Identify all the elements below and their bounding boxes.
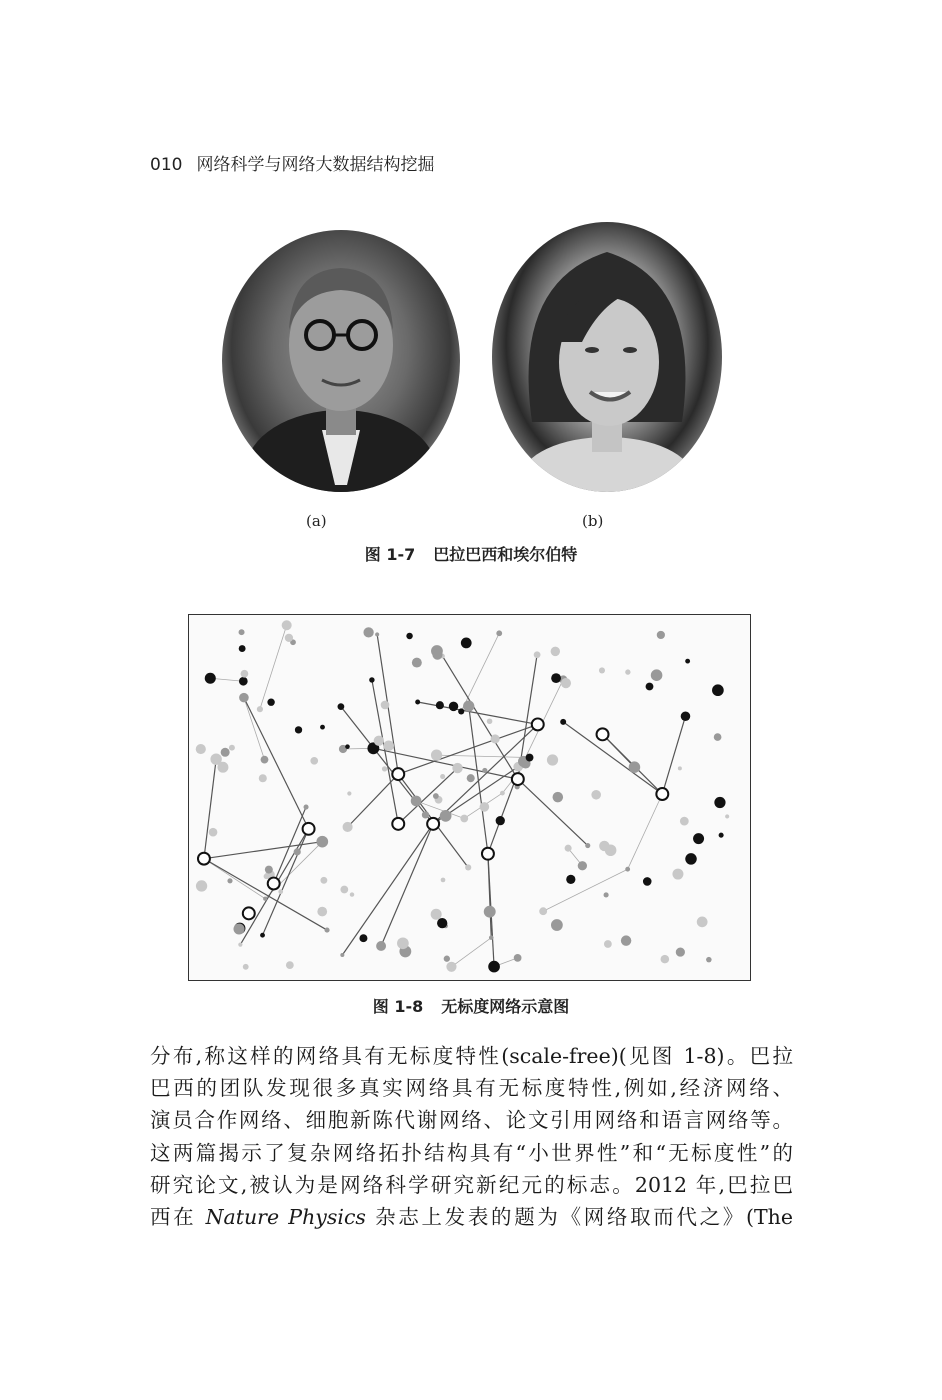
network-node <box>431 909 442 920</box>
network-node <box>585 843 590 848</box>
network-node <box>482 768 487 773</box>
network-node <box>566 875 575 884</box>
page-number: 010 <box>150 155 183 175</box>
network-node <box>597 728 609 740</box>
network-node <box>196 880 207 891</box>
network-node <box>325 928 330 933</box>
body-line: 巴西的团队发现很多真实网络具有无标度特性,例如,经济网络、 <box>150 1076 793 1101</box>
network-node <box>625 867 630 872</box>
figure-1-8-number: 图 1-8 <box>372 997 424 1016</box>
network-node <box>463 700 474 711</box>
network-node <box>265 866 273 874</box>
network-node <box>340 953 344 957</box>
network-node <box>467 774 475 782</box>
network-node <box>697 917 708 928</box>
network-node <box>449 702 458 711</box>
network-node <box>229 745 235 751</box>
network-node <box>714 797 725 808</box>
network-node <box>534 651 541 658</box>
network-node <box>488 961 500 973</box>
network-node <box>551 647 560 656</box>
network-node <box>345 744 350 749</box>
network-node <box>267 699 274 706</box>
network-node <box>621 935 631 945</box>
network-node <box>422 811 429 818</box>
network-edge <box>518 779 588 845</box>
figure-1-7-sublabel-b: (b) <box>582 512 604 530</box>
network-node <box>725 814 729 818</box>
network-node <box>359 934 367 942</box>
network-node <box>239 645 246 652</box>
network-node <box>209 828 218 837</box>
network-edge <box>204 842 322 859</box>
network-node <box>599 667 605 673</box>
network-node <box>261 756 269 764</box>
network-node <box>406 633 412 639</box>
network-node <box>427 818 439 830</box>
network-node <box>551 919 563 931</box>
network-node <box>285 634 293 642</box>
network-node <box>411 796 422 807</box>
network-node <box>681 711 691 721</box>
network-edge <box>381 824 433 946</box>
network-node <box>440 810 452 822</box>
network-node <box>480 802 490 812</box>
network-node <box>491 734 500 743</box>
network-node <box>629 761 641 773</box>
network-node <box>347 791 351 795</box>
page-header <box>150 150 434 175</box>
network-node <box>712 684 724 696</box>
network-node <box>714 733 722 741</box>
network-node <box>257 706 263 712</box>
network-node <box>643 877 652 886</box>
network-node <box>651 669 663 681</box>
network-edge <box>563 722 662 794</box>
network-node <box>452 763 462 773</box>
network-node <box>489 935 494 940</box>
network-node <box>500 791 505 796</box>
network-node <box>706 957 712 963</box>
figure-1-8-caption <box>0 994 942 1017</box>
network-node <box>282 620 292 630</box>
network-node <box>238 943 242 947</box>
network-node <box>578 861 587 870</box>
network-node <box>316 836 328 848</box>
body-line: 这两篇揭示了复杂网络拓扑结构具有“小世界性”和“无标度性”的 <box>150 1140 793 1165</box>
network-node <box>676 948 685 957</box>
network-node <box>317 907 327 917</box>
network-node <box>343 822 353 832</box>
figure-1-7-sublabel-a: (a) <box>306 512 327 530</box>
network-node <box>295 726 302 733</box>
network-node <box>604 940 612 948</box>
journal-name: Nature Physics <box>205 1205 366 1230</box>
network-node <box>303 823 315 835</box>
network-node <box>719 833 724 838</box>
network-node <box>431 750 442 761</box>
network-node <box>363 627 373 637</box>
network-node <box>446 962 456 972</box>
network-node <box>381 701 390 710</box>
network-node <box>350 892 354 896</box>
network-node <box>433 793 439 799</box>
network-edge <box>451 938 491 967</box>
figure-1-7-title: 巴拉巴西和埃尔伯特 <box>433 545 578 564</box>
network-node <box>198 853 210 865</box>
network-node <box>376 941 386 951</box>
network-edge <box>543 869 627 911</box>
network-node <box>539 907 547 915</box>
figure-1-7-caption <box>0 542 942 565</box>
portrait-woman-image <box>492 222 722 492</box>
network-node <box>496 816 505 825</box>
network-node <box>436 701 444 709</box>
network-node <box>496 630 502 636</box>
figure-1-7-number: 图 1-7 <box>364 545 416 564</box>
network-node <box>685 659 690 664</box>
network-node <box>233 923 244 934</box>
network-node <box>260 933 265 938</box>
network-node <box>512 773 524 785</box>
network-node <box>415 700 420 705</box>
network-node <box>661 955 670 964</box>
network-node <box>514 954 522 962</box>
network-node <box>625 669 630 674</box>
network-node <box>560 719 566 725</box>
network-edge <box>662 716 685 794</box>
network-node <box>547 754 558 765</box>
network-node <box>294 848 301 855</box>
body-text-segment: 杂志上发表的题为《网络取而代之》(The <box>365 1205 793 1230</box>
network-node <box>441 878 446 883</box>
network-node <box>437 918 447 928</box>
network-node <box>693 833 704 844</box>
book-title: 网络科学与网络大数据结构挖掘 <box>196 155 435 175</box>
network-node <box>239 629 245 635</box>
body-line: 研究论文,被认为是网络科学研究新纪元的标志。2012 年,巴拉巴 <box>150 1172 793 1197</box>
network-node <box>680 817 689 826</box>
network-edge <box>488 777 516 854</box>
body-line: 演员合作网络、细胞新陈代谢网络、论文引用网络和语言网络等。 <box>150 1108 793 1133</box>
network-node <box>259 774 267 782</box>
network-node <box>268 878 280 890</box>
network-node <box>553 792 564 803</box>
network-node <box>263 897 267 901</box>
network-node <box>672 869 683 880</box>
network-node <box>243 907 255 919</box>
network-node <box>465 864 471 870</box>
network-edge <box>341 707 433 824</box>
network-node <box>310 757 318 765</box>
network-node <box>205 673 216 684</box>
body-line <box>150 1201 793 1233</box>
network-node <box>227 878 232 883</box>
network-node <box>532 718 544 730</box>
network-node <box>551 673 561 683</box>
network-node <box>685 853 696 864</box>
network-edge <box>442 656 517 779</box>
network-edge <box>418 702 538 724</box>
network-node <box>599 841 609 851</box>
network-node <box>375 632 379 636</box>
portrait-man-image <box>222 230 460 492</box>
network-node <box>304 805 309 810</box>
network-node <box>604 892 609 897</box>
network-node <box>657 631 665 639</box>
network-node <box>383 740 394 751</box>
network-node <box>646 683 654 691</box>
network-node <box>591 790 601 800</box>
network-node <box>397 937 409 949</box>
network-node <box>561 678 571 688</box>
network-node <box>565 845 572 852</box>
network-node <box>487 718 493 724</box>
network-edge <box>244 698 309 829</box>
network-node <box>374 736 384 746</box>
network-node <box>338 703 345 710</box>
network-node <box>392 818 404 830</box>
network-edge <box>204 759 216 858</box>
network-node <box>440 774 445 779</box>
network-node <box>286 961 294 969</box>
network-node <box>320 877 327 884</box>
network-node <box>382 766 387 771</box>
network-node <box>392 768 404 780</box>
network-node <box>320 725 325 730</box>
network-node <box>239 693 249 703</box>
network-edge <box>260 625 287 709</box>
network-node <box>444 956 450 962</box>
network-node <box>369 677 374 682</box>
network-edge <box>628 794 663 869</box>
network-node <box>461 638 472 649</box>
figure-1-8-title: 无标度网络示意图 <box>441 997 570 1016</box>
network-node <box>340 886 348 894</box>
network-node <box>432 650 442 660</box>
network-node <box>526 754 534 762</box>
network-node <box>278 889 283 894</box>
network-node <box>210 753 221 764</box>
network-node <box>221 748 230 757</box>
network-edge <box>342 824 433 955</box>
network-node <box>241 670 249 678</box>
body-paragraph <box>150 1040 793 1233</box>
network-node <box>484 906 496 918</box>
network-node <box>196 744 206 754</box>
body-text-segment: 西在 <box>150 1205 206 1230</box>
body-line: 分布,称这样的网络具有无标度特性(scale-free)(见图 1-8)。巴拉 <box>150 1044 793 1068</box>
network-node <box>243 964 249 970</box>
network-node <box>412 658 422 668</box>
network-node <box>460 815 468 823</box>
scale-free-network-image <box>188 614 751 981</box>
network-node <box>678 766 682 770</box>
network-node <box>656 788 668 800</box>
network-node <box>482 848 494 860</box>
network-node <box>458 708 464 714</box>
network-node <box>239 677 248 686</box>
